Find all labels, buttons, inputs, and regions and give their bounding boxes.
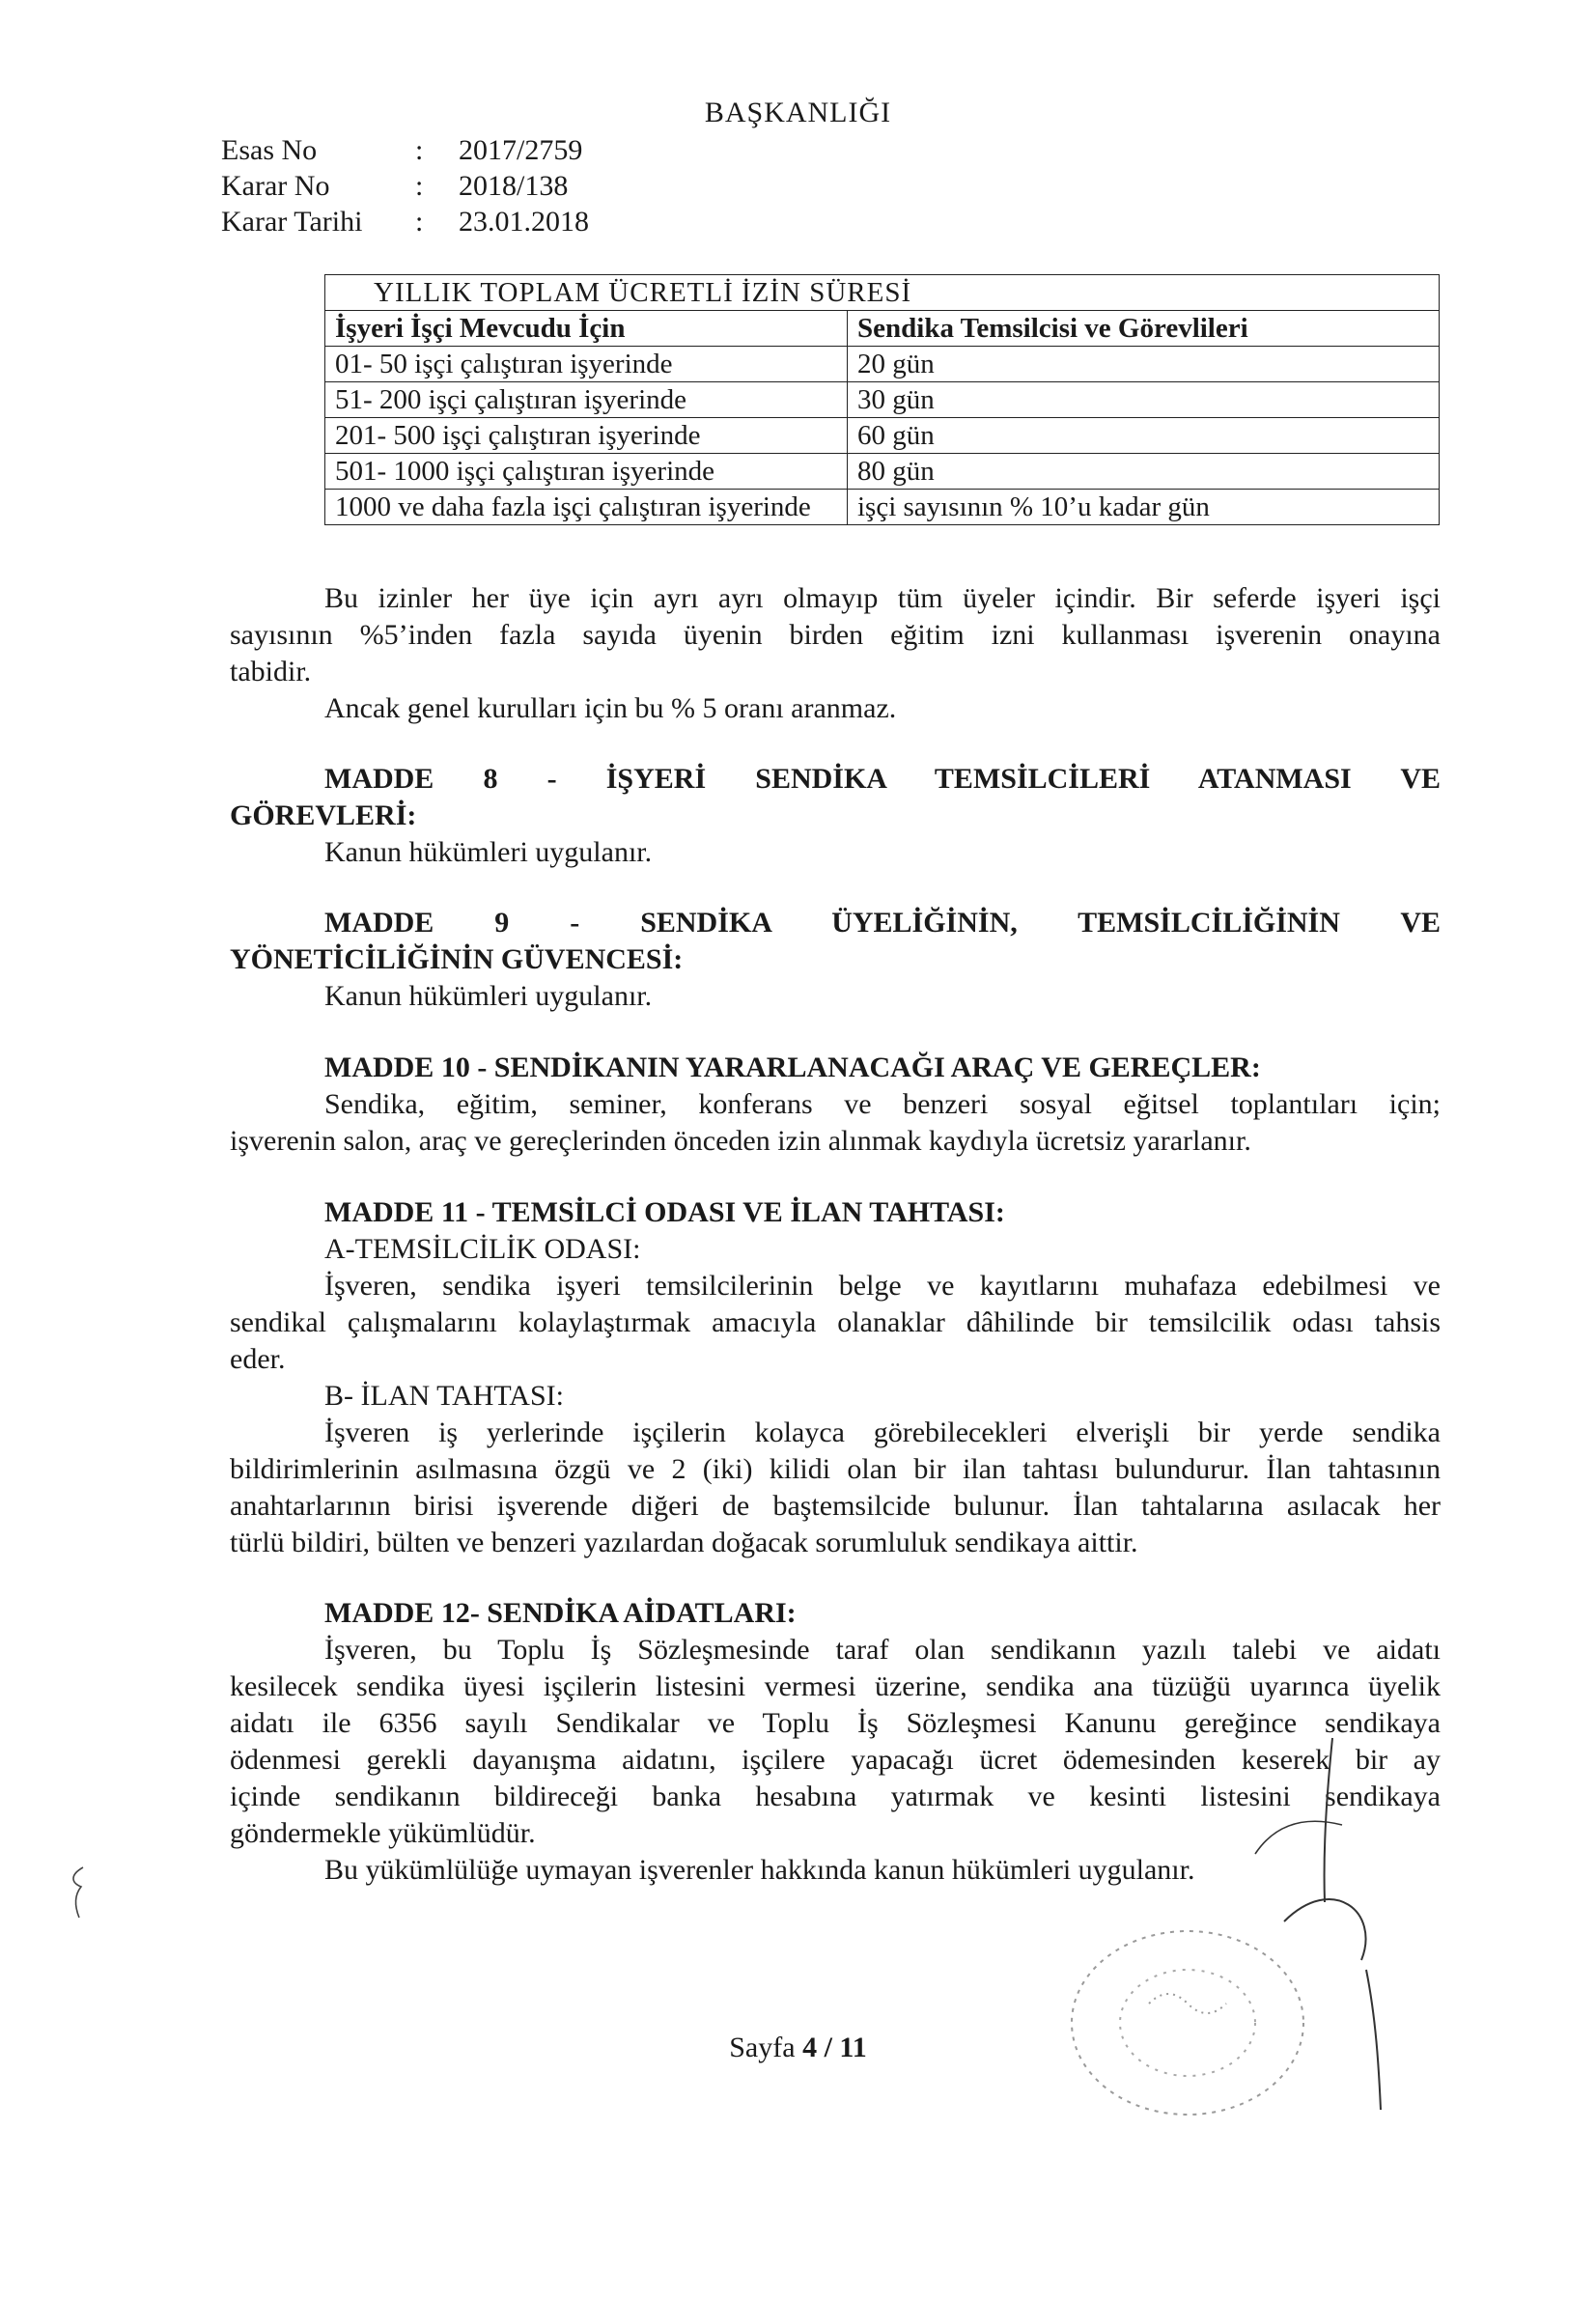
paragraph-line: anahtarlarının birisi işverende diğeri de baştemsilcide bulunur. İlan tahtalarına asılacak her — [230, 1490, 1441, 1522]
paragraph-line: Sendika, eğitim, seminer, konferans ve benzeri sosyal eğitsel toplantıları için; — [324, 1088, 1441, 1120]
table-cell: 51- 200 işçi çalıştıran işyerinde — [325, 382, 848, 418]
table-cell: 501- 1000 işçi çalıştıran işyerinde — [325, 454, 848, 490]
paragraph-line: bildirimlerinin asılmasına özgü ve 2 (iki) kilidi olan bir ilan tahtası bulundurur. İlan tahtasının — [230, 1453, 1441, 1485]
table-row — [325, 347, 1440, 382]
paragraph-line: işverenin salon, araç ve gereçlerinden önceden izin alınmak kaydıyla ücretsiz yararlanır. — [230, 1125, 1251, 1157]
table-caption: YILLIK TOPLAM ÜCRETLİ İZİN SÜRESİ — [325, 275, 1440, 311]
article-11-title: MADDE 11 - TEMSİLCİ ODASI VE İLAN TAHTASI: — [324, 1196, 1005, 1228]
table-cell: 60 gün — [848, 418, 1440, 454]
table-row — [325, 382, 1440, 418]
column-header: Sendika Temsilcisi ve Görevlileri — [848, 311, 1440, 347]
table-cell: 80 gün — [848, 454, 1440, 490]
esas-label: Esas No — [221, 134, 318, 166]
table-cell: 30 gün — [848, 382, 1440, 418]
table-cell: 01- 50 işçi çalıştıran işyerinde — [325, 347, 848, 382]
paragraph-line: aidatı ile 6356 sayılı Sendikalar ve Toplu İş Sözleşmesi Kanunu gereğince sendikaya — [230, 1707, 1441, 1739]
paragraph-line: tabidir. — [230, 656, 312, 687]
table-row — [325, 454, 1440, 490]
paragraph-line: Ancak genel kurulları için bu % 5 oranı aranmaz. — [324, 692, 897, 724]
paragraph-line: İşveren, bu Toplu İş Sözleşmesinde taraf olan sendikanın yazılı talebi ve aidatı — [324, 1634, 1441, 1666]
tarih-label: Karar Tarihi — [221, 206, 363, 238]
paragraph-line: sendikal çalışmalarını kolaylaştırmak amacıyla olanaklar dâhilinde bir temsilcilik odası tahsis — [230, 1306, 1441, 1338]
article-9-text: Kanun hükümleri uygulanır. — [324, 980, 653, 1012]
paragraph-line: sayısının %5’inden fazla sayıda üyenin birden eğitim izni kullanması işverenin onayına — [230, 619, 1441, 651]
article-12-title: MADDE 12- SENDİKA AİDATLARI: — [324, 1597, 797, 1629]
subsection-a-title: A-TEMSİLCİLİK ODASI: — [324, 1233, 641, 1265]
table-cell: 20 gün — [848, 347, 1440, 382]
article-10-title: MADDE 10 - SENDİKANIN YARARLANACAĞI ARAÇ VE GEREÇLER: — [324, 1051, 1261, 1083]
karar-label: Karar No — [221, 170, 330, 202]
colon: : — [415, 134, 424, 166]
article-8-title: MADDE 8 - İŞYERİ SENDİKA TEMSİLCİLERİ ATANMASI VE — [324, 763, 1441, 795]
article-9-title-cont: YÖNETİCİLİĞİNİN GÜVENCESİ: — [230, 943, 684, 975]
subsection-b-title: B- İLAN TAHTASI: — [324, 1380, 564, 1412]
margin-mark — [64, 1864, 93, 1921]
page-number — [0, 2030, 1596, 2066]
table-row — [325, 490, 1440, 525]
esas-value: 2017/2759 — [459, 134, 583, 166]
paragraph-line: içinde sendikanın bildireceği banka hesabına yatırmak ve kesinti listesini sendikaya — [230, 1780, 1441, 1812]
paragraph-line: göndermekle yükümlüdür. — [230, 1817, 536, 1849]
article-9-title: MADDE 9 - SENDİKA ÜYELİĞİNİN, TEMSİLCİLİĞİNİN VE — [324, 907, 1441, 939]
paragraph-line: İşveren, sendika işyeri temsilcilerinin belge ve kayıtlarını muhafaza edebilmesi ve — [324, 1270, 1441, 1302]
table-cell: 1000 ve daha fazla işçi çalıştıran işyerinde — [325, 490, 848, 525]
page-heading: BAŞKANLIĞI — [704, 97, 892, 128]
article-8-text: Kanun hükümleri uygulanır. — [324, 836, 653, 868]
paragraph-line: türlü bildiri, bülten ve benzeri yazılardan doğacak sorumluluk sendikaya aittir. — [230, 1527, 1138, 1558]
table-cell: işçi sayısının % 10’u kadar gün — [848, 490, 1440, 525]
leave-table — [324, 274, 1440, 525]
page-prefix: Sayfa — [729, 2032, 803, 2063]
column-header: İşyeri İşçi Mevcudu İçin — [325, 311, 848, 347]
paragraph-line: Bu yükümlülüğe uymayan işverenler hakkında kanun hükümleri uygulanır. — [324, 1854, 1195, 1886]
article-8-title-cont: GÖREVLERİ: — [230, 799, 417, 831]
colon: : — [415, 170, 424, 202]
paragraph-line: eder. — [230, 1343, 286, 1375]
paragraph-line: İşveren iş yerlerinde işçilerin kolayca görebilecekleri elverişli bir yerde sendika — [324, 1416, 1441, 1448]
colon: : — [415, 206, 424, 238]
karar-value: 2018/138 — [459, 170, 569, 202]
table-row — [325, 418, 1440, 454]
tarih-value: 23.01.2018 — [459, 206, 589, 238]
paragraph-line: Bu izinler her üye için ayrı ayrı olmayıp tüm üyeler içindir. Bir seferde işyeri işçi — [324, 582, 1441, 614]
stamp-seal — [1043, 1897, 1352, 2129]
paragraph-line: ödenmesi gerekli dayanışma aidatını, işçilere yapacağı ücret ödemesinden keserek bir ay — [230, 1744, 1441, 1776]
table-cell: 201- 500 işçi çalıştıran işyerinde — [325, 418, 848, 454]
page-count: 4 / 11 — [802, 2032, 867, 2063]
paragraph-line: kesilecek sendika üyesi işçilerin listesini vermesi üzerine, sendika ana tüzüğü uyarınca üyelik — [230, 1670, 1441, 1702]
